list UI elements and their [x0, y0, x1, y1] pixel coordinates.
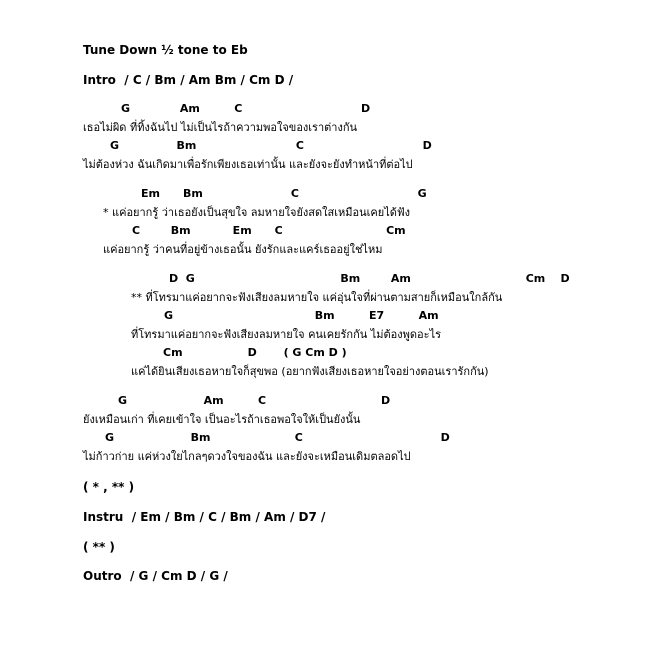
- prechorus-lyric-1: * แค่อยากรู้ ว่าเธอยังเป็นสุขใจ ลมหายใจยังสดใสเหมือนเคยได้ฟัง: [103, 206, 411, 219]
- chorus-chords-3: Cm D ( G Cm D ): [163, 346, 347, 359]
- prechorus-lyric-2: แค่อยากรู้ ว่าคนที่อยู่ข้างเธอนั้น ยังรักและแคร์เธออยู่ใช่ไหม: [103, 243, 383, 256]
- verse2-lyric-1: ยังเหมือนเก่า ที่เคยเข้าใจ เป็นอะไรถ้าเธอพอใจให้เป็นยังนั้น: [83, 413, 361, 426]
- chorus-lyric-1: ** ที่โทรมาแค่อยากจะฟังเสียงลมหายใจ แค่อุ่นใจที่ผ่านตามสายก็เหมือนใกล้กัน: [131, 291, 503, 304]
- verse1-chords-1: G Am C D: [121, 102, 371, 115]
- instru-line: Instru / Em / Bm / C / Bm / Am / D7 /: [83, 510, 326, 524]
- verse2-lyric-2: ไม่ก้าวก่าย แค่ห่วงใยไกลๆดวงใจของฉัน และยังจะเหมือนเดิมตลอดไป: [83, 450, 411, 463]
- repeat-marker-2: ( ** ): [83, 540, 115, 554]
- outro-line: Outro / G / Cm D / G /: [83, 569, 228, 583]
- repeat-marker-1: ( * , ** ): [83, 480, 135, 494]
- verse1-lyric-1: เธอไม่ผิด ที่ทิ้งฉันไป ไม่เป็นไรถ้าความพอใจของเราต่างกัน: [83, 121, 358, 134]
- chorus-lyric-3: แค่ได้ยินเสียงเธอหายใจก็สุขพอ (อยากฟังเสียงเธอหายใจอย่างตอนเรารักกัน): [131, 365, 489, 378]
- intro-line: Intro / C / Bm / Am Bm / Cm D /: [83, 73, 294, 87]
- prechorus-chords-2: C Bm Em C Cm: [132, 224, 406, 237]
- verse2-chords-2: G Bm C D: [105, 431, 450, 444]
- prechorus-chords-1: Em Bm C G: [141, 187, 427, 200]
- verse2-chords-1: G Am C D: [118, 394, 391, 407]
- verse1-lyric-2: ไม่ต้องห่วง ฉันเกิดมาเพื่อรักเพียงเธอเท่านั้น และยังจะยังทำหน้าที่ต่อไป: [83, 158, 413, 171]
- chorus-chords-2: G Bm E7 Am: [164, 309, 439, 322]
- chorus-lyric-2: ที่โทรมาแค่อยากจะฟังเสียงลมหายใจ คนเคยรักกัน ไม่ต้องพูดอะไร: [131, 328, 442, 341]
- chorus-chords-1: D G Bm Am Cm D: [169, 272, 570, 285]
- tuning-note: Tune Down ½ tone to Eb: [83, 43, 248, 57]
- verse1-chords-2: G Bm C D: [110, 139, 432, 152]
